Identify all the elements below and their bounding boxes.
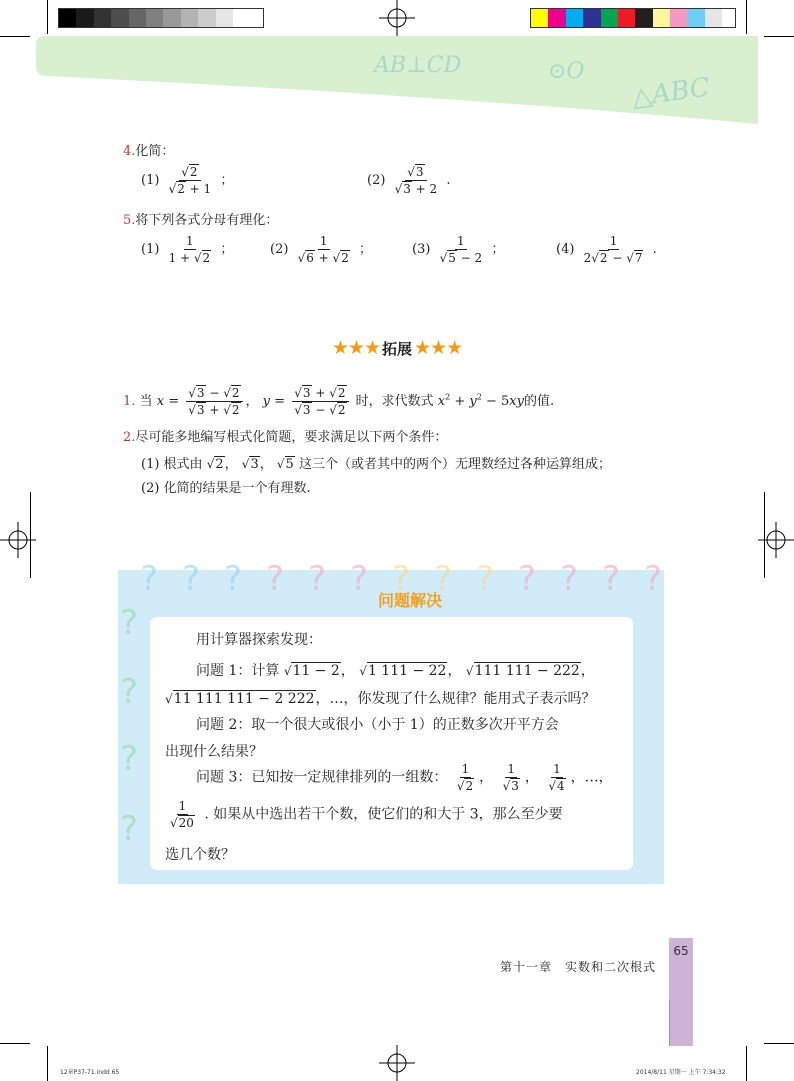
exercise-5-heading: 5.将下列各式分母有理化： (123, 213, 279, 228)
page-number: 65 (673, 944, 689, 958)
extension-problem-2-condition-2: (2) 化简的结果是一个有理数. (141, 481, 311, 496)
color-swatch (566, 9, 583, 27)
question-2: 问题 2：取一个很大或很小（小于 1）的正数多次开平方会 (196, 717, 559, 733)
color-swatch (111, 9, 128, 27)
crop-mark (746, 1046, 747, 1081)
fraction: $\frac{√3}{√3 + 2}$ (394, 165, 438, 196)
question-mark-icon: ? (266, 559, 285, 599)
color-swatch (670, 9, 687, 27)
fraction: $\frac{1}{√5 - 2}$ (439, 234, 483, 265)
crop-mark (746, 0, 747, 34)
question-2-cont: 出现什么结果？ (165, 744, 263, 760)
fraction: $\frac{1}{√20}$ (170, 799, 194, 830)
question-mark-icon: ? (140, 559, 159, 599)
crop-mark (0, 36, 30, 37)
fraction: $\frac{√3 + √2}{√3 - √2}$ (292, 386, 348, 417)
exercise-4-item-1: (1) $\frac{√2}{√2 + 1}$ ； (141, 165, 234, 196)
crop-mark (47, 1046, 48, 1081)
exercise-5-item-1: (1) $\frac{1}{1 + √2}$ ； (141, 234, 234, 265)
registration-mark-icon (379, 1045, 415, 1081)
question-3: 问题 3：已知按一定规律排列的一组数： $\frac{1}{√2}$ ， $\frac{1}{√3}$ ， $\frac{1}{√4}$ ，…， (196, 762, 613, 793)
banner-triangle-text: △ABC (630, 72, 712, 113)
color-bar (530, 8, 736, 28)
question-mark-icon: ? (120, 672, 139, 712)
question-3-cont: $\frac{1}{√20}$ . 如果从中选出若干个数，使它们的和大于 3，那么至少要 (170, 799, 563, 830)
extension-problem-2: 2.尽可能多地编写根式化简题，要求满足以下两个条件： (123, 430, 448, 445)
expression: $x^2 + y^2 - 5xy$ (437, 392, 524, 409)
color-swatch (618, 9, 635, 27)
color-swatch (548, 9, 565, 27)
color-swatch (146, 9, 163, 27)
slug-right: 2014/8/11 星期一 上午 7:34:32 (636, 1069, 726, 1076)
color-swatch (163, 9, 180, 27)
exercise-5-item-4: (4) $\frac{1}{2√2 - √7}$ . (556, 234, 657, 265)
crop-mark (764, 1043, 794, 1044)
footer-divider (669, 1000, 670, 1046)
color-swatch (129, 9, 146, 27)
side-mark (30, 492, 31, 578)
problem-intro: 用计算器探索发现： (196, 632, 322, 648)
extension-problem-1: 1. 当 x = $\frac{√3 - √2}{√3 + √2}$ ， y = $\frac{√3 + √2}{√3 - √2}$ 时，求代数式 $x^2 + y^2 - 5xy$的值. (123, 386, 555, 417)
banner-perpendicular-text: AB⊥CD (374, 53, 462, 78)
fraction: $\frac{1}{1 + √2}$ (168, 234, 211, 265)
registration-mark-icon (379, 0, 415, 36)
fraction: $\frac{1}{√6 + √2}$ (297, 234, 349, 265)
question-mark-icon: ? (350, 559, 369, 599)
chapter-footer: 第十一章 实数和二次根式 (500, 960, 657, 974)
color-swatch (635, 9, 652, 27)
question-mark-icon: ? (476, 559, 495, 599)
crop-mark (47, 0, 48, 34)
question-mark-icon: ? (120, 739, 139, 779)
color-swatch (59, 9, 76, 27)
question-mark-icon: ? (602, 559, 621, 599)
question-mark-icon: ? (224, 559, 243, 599)
problem-box-title: 问题解决 (377, 591, 442, 610)
question-1: 问题 1：计算 √11 − 2， √1 111 − 22， √111 111 − 222， (196, 663, 595, 679)
exercise-5-item-3: (3) $\frac{1}{√5 - 2}$ ； (412, 234, 505, 265)
fraction: $\frac{1}{√4}$ (548, 762, 565, 793)
color-swatch (233, 9, 250, 27)
color-swatch (601, 9, 618, 27)
color-swatch (181, 9, 198, 27)
color-swatch (583, 9, 600, 27)
question-3-end: 选几个数？ (165, 847, 235, 863)
question-mark-icon: ? (644, 559, 663, 599)
question-mark-icon: ? (392, 559, 411, 599)
question-mark-icon: ? (434, 559, 453, 599)
exercise-4-item-2: (2) $\frac{√3}{√3 + 2}$ . (367, 165, 451, 196)
side-mark (764, 492, 765, 578)
color-swatch (216, 9, 233, 27)
exercise-5-item-2: (2) $\frac{1}{√6 + √2}$ ； (270, 234, 372, 265)
question-mark-icon: ? (518, 559, 537, 599)
question-mark-icon: ? (120, 603, 139, 643)
grayscale-bar (58, 8, 264, 28)
fraction: $\frac{1}{2√2 - √7}$ (583, 234, 643, 265)
crop-mark (0, 1043, 30, 1044)
question-mark-icon: ? (120, 809, 139, 849)
header-banner (36, 36, 758, 128)
fraction: $\frac{√2}{√2 + 1}$ (168, 165, 212, 196)
fraction: $\frac{√3 - √2}{√3 + √2}$ (186, 386, 242, 417)
star-icon: ★★★ (414, 337, 463, 359)
color-swatch (198, 9, 215, 27)
star-icon: ★★★ (331, 337, 380, 359)
crop-mark (764, 36, 794, 37)
question-mark-icon: ? (560, 559, 579, 599)
color-swatch (531, 9, 548, 27)
slug-left: 12章P37-71.indd 65 (60, 1069, 120, 1076)
exercise-4-heading: 4.化简： (123, 144, 175, 159)
question-mark-icon: ? (182, 559, 201, 599)
fraction: $\frac{1}{√3}$ (502, 762, 519, 793)
fraction: $\frac{1}{√2}$ (456, 762, 474, 793)
banner-circle-text: ⊙O (548, 59, 585, 84)
color-swatch (76, 9, 93, 27)
question-mark-icon: ? (308, 559, 327, 599)
color-swatch (705, 9, 722, 27)
color-swatch (653, 9, 670, 27)
color-swatch (94, 9, 111, 27)
color-swatch (688, 9, 705, 27)
section-title-extension: ★★★ 拓展 ★★★ (331, 337, 463, 359)
extension-problem-2-condition-1: (1) 根式由 √2， √3， √5 这三个（或者其中的两个）无理数经过各种运算组成； (141, 457, 611, 472)
question-1-cont: √11 111 111 − 2 222，…，你发现了什么规律？能用式子表示吗？ (165, 691, 596, 707)
